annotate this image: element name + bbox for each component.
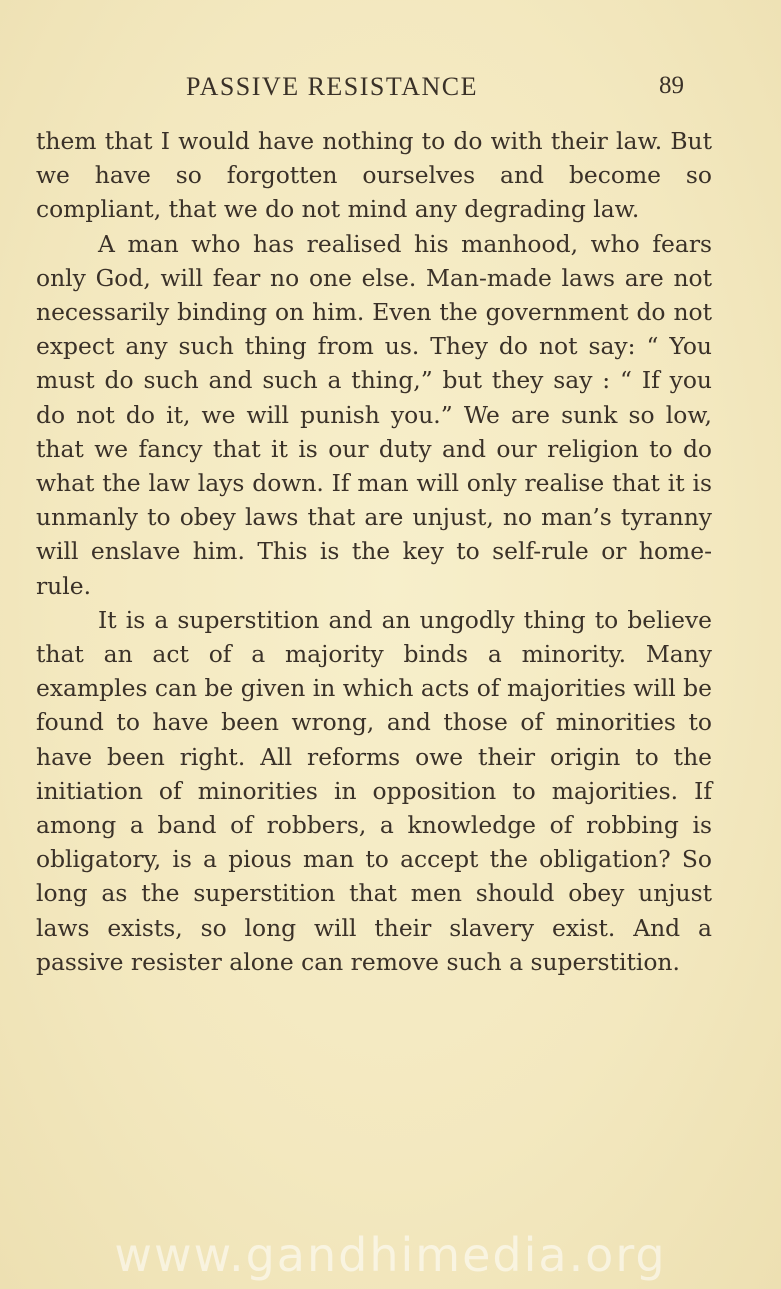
running-header [186,72,706,106]
watermark: www.gandhimedia.org [114,1228,667,1282]
paragraph-manhood: A man who has realised his manhood, who fears only God, will fear no one else. Man-made laws are not necessarily binding on him. Even the government do not expect any such thing from us. They do not say: “ You must do such and such a thing,” but they say : “ If you do not do it, we will punish you.” We are sunk so low, that we fancy that it is our duty and our religion to do what the law lays down. If man will only realise that it is unmanly to obey laws that are unjust, no man’s tyranny will enslave him. This is the key to self-rule or home-rule. [36,229,712,600]
page-number: 89 [659,72,684,99]
paragraph-superstition: It is a superstition and an ungodly thing to believe that an act of a majority binds a minority. Many examples can be given in which acts of majorities will be found to have been wrong, and those of minorities to have been right. All reforms owe their origin to the initiation of minorities in opposition to majorities. If among a band of robbers, a knowledge of robbing is obligatory, is a pious man to accept the obligation? So long as the superstition that men should obey unjust laws exists, so long will their slavery exist. And a passive resister alone can remove such a superstition. [36,605,712,976]
body-text [36,124,712,979]
chapter-title: PASSIVE RESISTANCE [186,72,478,101]
paragraph-continuation: them that I would have nothing to do with their law. But we have so forgotten ourselves and become so compliant, that we do not mind any degrading law. [36,127,712,224]
